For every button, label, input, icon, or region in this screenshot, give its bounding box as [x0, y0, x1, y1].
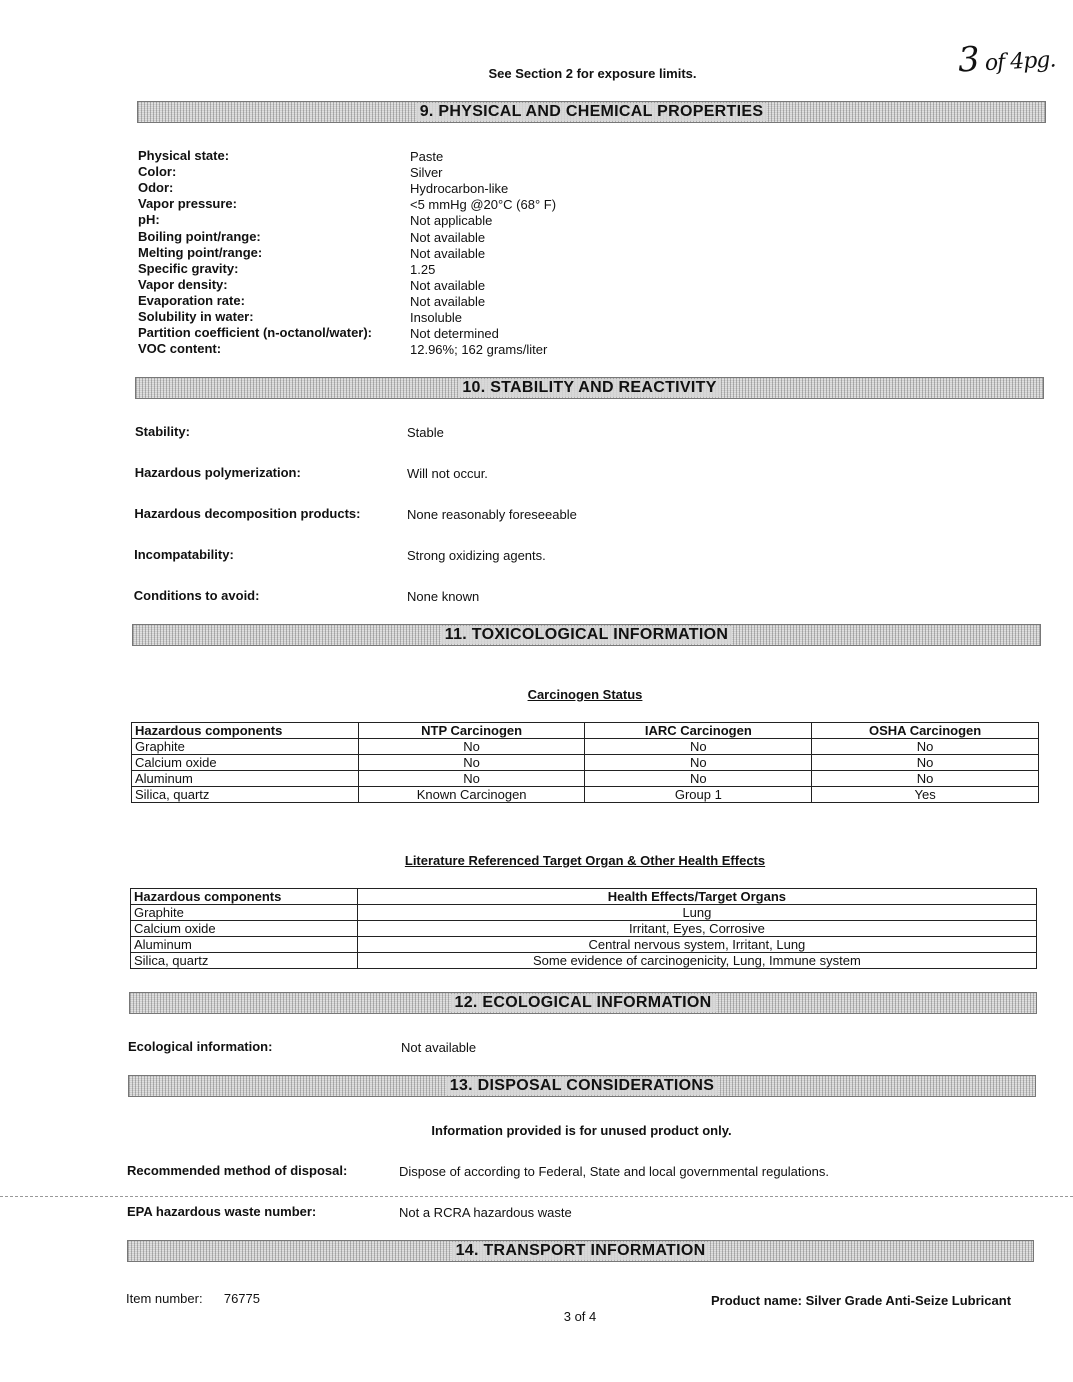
- disposal-method-value: Dispose of according to Federal, State and local governmental regulations.: [399, 1164, 829, 1179]
- carcinogen-table: [131, 722, 1039, 803]
- property-value: Hydrocarbon-like: [410, 181, 509, 197]
- property-value: Insoluble: [410, 310, 463, 325]
- ecological-label: Ecological information:: [128, 1039, 273, 1054]
- fold-line: [0, 1196, 1073, 1197]
- property-label: Boiling point/range:: [138, 228, 261, 244]
- table-row: [132, 739, 1039, 755]
- col-hazardous-components: Hazardous components: [131, 889, 358, 905]
- section-9-banner: [137, 101, 1046, 123]
- col-health-effects: Health Effects/Target Organs: [357, 889, 1036, 905]
- osha-cell: No: [812, 755, 1039, 771]
- iarc-cell: No: [585, 739, 812, 755]
- property-label: pH:: [138, 212, 160, 228]
- col-hazardous-components: Hazardous components: [132, 723, 359, 739]
- iarc-cell: No: [585, 771, 812, 787]
- section-10-title: 10. STABILITY AND REACTIVITY: [458, 379, 720, 397]
- stability-value: None known: [407, 589, 480, 604]
- osha-cell: Yes: [812, 787, 1039, 803]
- effects-cell: Some evidence of carcinogenicity, Lung, Immune system: [357, 953, 1036, 969]
- stability-label: Hazardous decomposition products:: [134, 506, 361, 521]
- component-cell: Silica, quartz: [131, 953, 358, 969]
- component-cell: Calcium oxide: [131, 921, 358, 937]
- section-9-title: 9. PHYSICAL AND CHEMICAL PROPERTIES: [416, 103, 768, 121]
- exposure-limits-note: See Section 2 for exposure limits.: [488, 66, 697, 81]
- section-11-title: 11. TOXICOLOGICAL INFORMATION: [441, 626, 732, 644]
- stability-label: Conditions to avoid:: [133, 588, 260, 603]
- section-11-banner: [132, 624, 1041, 646]
- property-label: Evaporation rate:: [138, 292, 245, 308]
- iarc-cell: Group 1: [585, 787, 812, 803]
- ntp-cell: No: [358, 755, 585, 771]
- property-value: Not available: [410, 229, 486, 245]
- property-label: Vapor pressure:: [138, 196, 237, 212]
- osha-cell: No: [812, 771, 1039, 787]
- section-14-banner: [127, 1240, 1034, 1262]
- carcinogen-status-title: Carcinogen Status: [527, 687, 643, 702]
- effects-cell: Lung: [357, 905, 1036, 921]
- item-number-label: Item number:: [126, 1291, 203, 1306]
- table-row: [132, 787, 1039, 803]
- component-cell: Aluminum: [132, 771, 359, 787]
- property-value: Silver: [410, 165, 443, 181]
- item-number-value: 76775: [223, 1291, 260, 1306]
- section-12-banner: [129, 992, 1037, 1014]
- osha-cell: No: [812, 739, 1039, 755]
- property-value: Not available: [410, 277, 486, 293]
- property-label: Solubility in water:: [138, 309, 254, 324]
- handwritten-page-note: 3 of 4pg.: [957, 39, 1056, 81]
- table-row: [131, 953, 1037, 969]
- component-cell: Graphite: [131, 905, 358, 921]
- property-value: 1.25: [410, 261, 436, 277]
- table-row: [131, 921, 1037, 937]
- product-name: Product name: Silver Grade Anti-Seize Lubricant: [711, 1293, 1012, 1308]
- property-value: <5 mmHg @20°C (68° F): [410, 197, 557, 213]
- col-ntp-carcinogen: NTP Carcinogen: [358, 723, 585, 739]
- property-value: Not applicable: [410, 213, 493, 229]
- carcinogen-header-row: [132, 723, 1039, 739]
- property-label: Odor:: [138, 180, 174, 196]
- property-value: Not available: [410, 245, 486, 261]
- ntp-cell: Known Carcinogen: [358, 787, 585, 803]
- section-13-title: 13. DISPOSAL CONSIDERATIONS: [446, 1077, 718, 1095]
- stability-value: Strong oxidizing agents.: [407, 548, 546, 563]
- property-label: Melting point/range:: [138, 244, 263, 260]
- table-row: [131, 905, 1037, 921]
- property-value: Not available: [410, 293, 486, 309]
- page-number: 3 of 4: [563, 1309, 597, 1324]
- stability-label: Hazardous polymerization:: [134, 465, 301, 480]
- col-iarc-carcinogen: IARC Carcinogen: [585, 723, 812, 739]
- component-cell: Aluminum: [131, 937, 358, 953]
- property-label: Partition coefficient (n-octanol/water):: [138, 325, 373, 341]
- property-label: Color:: [138, 164, 177, 180]
- property-label: Specific gravity:: [138, 260, 239, 276]
- table-row: [132, 755, 1039, 771]
- disposal-method-label: Recommended method of disposal:: [127, 1163, 348, 1178]
- health-effects-table: [130, 888, 1037, 969]
- col-osha-carcinogen: OSHA Carcinogen: [812, 723, 1039, 739]
- table-row: [131, 937, 1037, 953]
- component-cell: Silica, quartz: [132, 787, 359, 803]
- table-row: [132, 771, 1039, 787]
- property-label: Physical state:: [138, 148, 230, 163]
- stability-label: Incompatability:: [134, 547, 234, 562]
- section-12-title: 12. ECOLOGICAL INFORMATION: [451, 994, 716, 1012]
- iarc-cell: No: [585, 755, 812, 771]
- property-label: VOC content:: [138, 341, 222, 357]
- disposal-note: Information provided is for unused product only.: [431, 1123, 732, 1138]
- health-effects-title: Literature Referenced Target Organ & Other Health Effects: [404, 853, 766, 868]
- stability-value: None reasonably foreseeable: [407, 507, 577, 522]
- epa-waste-label: EPA hazardous waste number:: [127, 1204, 317, 1219]
- effects-cell: Central nervous system, Irritant, Lung: [357, 937, 1036, 953]
- ecological-value: Not available: [401, 1040, 477, 1055]
- epa-waste-value: Not a RCRA hazardous waste: [399, 1205, 572, 1220]
- section-13-banner: [128, 1075, 1036, 1097]
- section-10-banner: [135, 377, 1044, 399]
- component-cell: Calcium oxide: [132, 755, 359, 771]
- section-14-title: 14. TRANSPORT INFORMATION: [452, 1242, 710, 1260]
- ntp-cell: No: [358, 739, 585, 755]
- item-number: [126, 1291, 260, 1307]
- property-value: Not determined: [410, 326, 499, 342]
- stability-label: Stability:: [135, 424, 190, 439]
- effects-cell: Irritant, Eyes, Corrosive: [357, 921, 1036, 937]
- property-label: Vapor density:: [138, 276, 228, 292]
- property-value: 12.96%; 162 grams/liter: [410, 342, 548, 358]
- property-value: Paste: [410, 149, 444, 164]
- stability-value: Stable: [407, 425, 444, 440]
- component-cell: Graphite: [132, 739, 359, 755]
- ntp-cell: No: [358, 771, 585, 787]
- stability-value: Will not occur.: [407, 466, 488, 481]
- health-effects-header-row: [131, 889, 1037, 905]
